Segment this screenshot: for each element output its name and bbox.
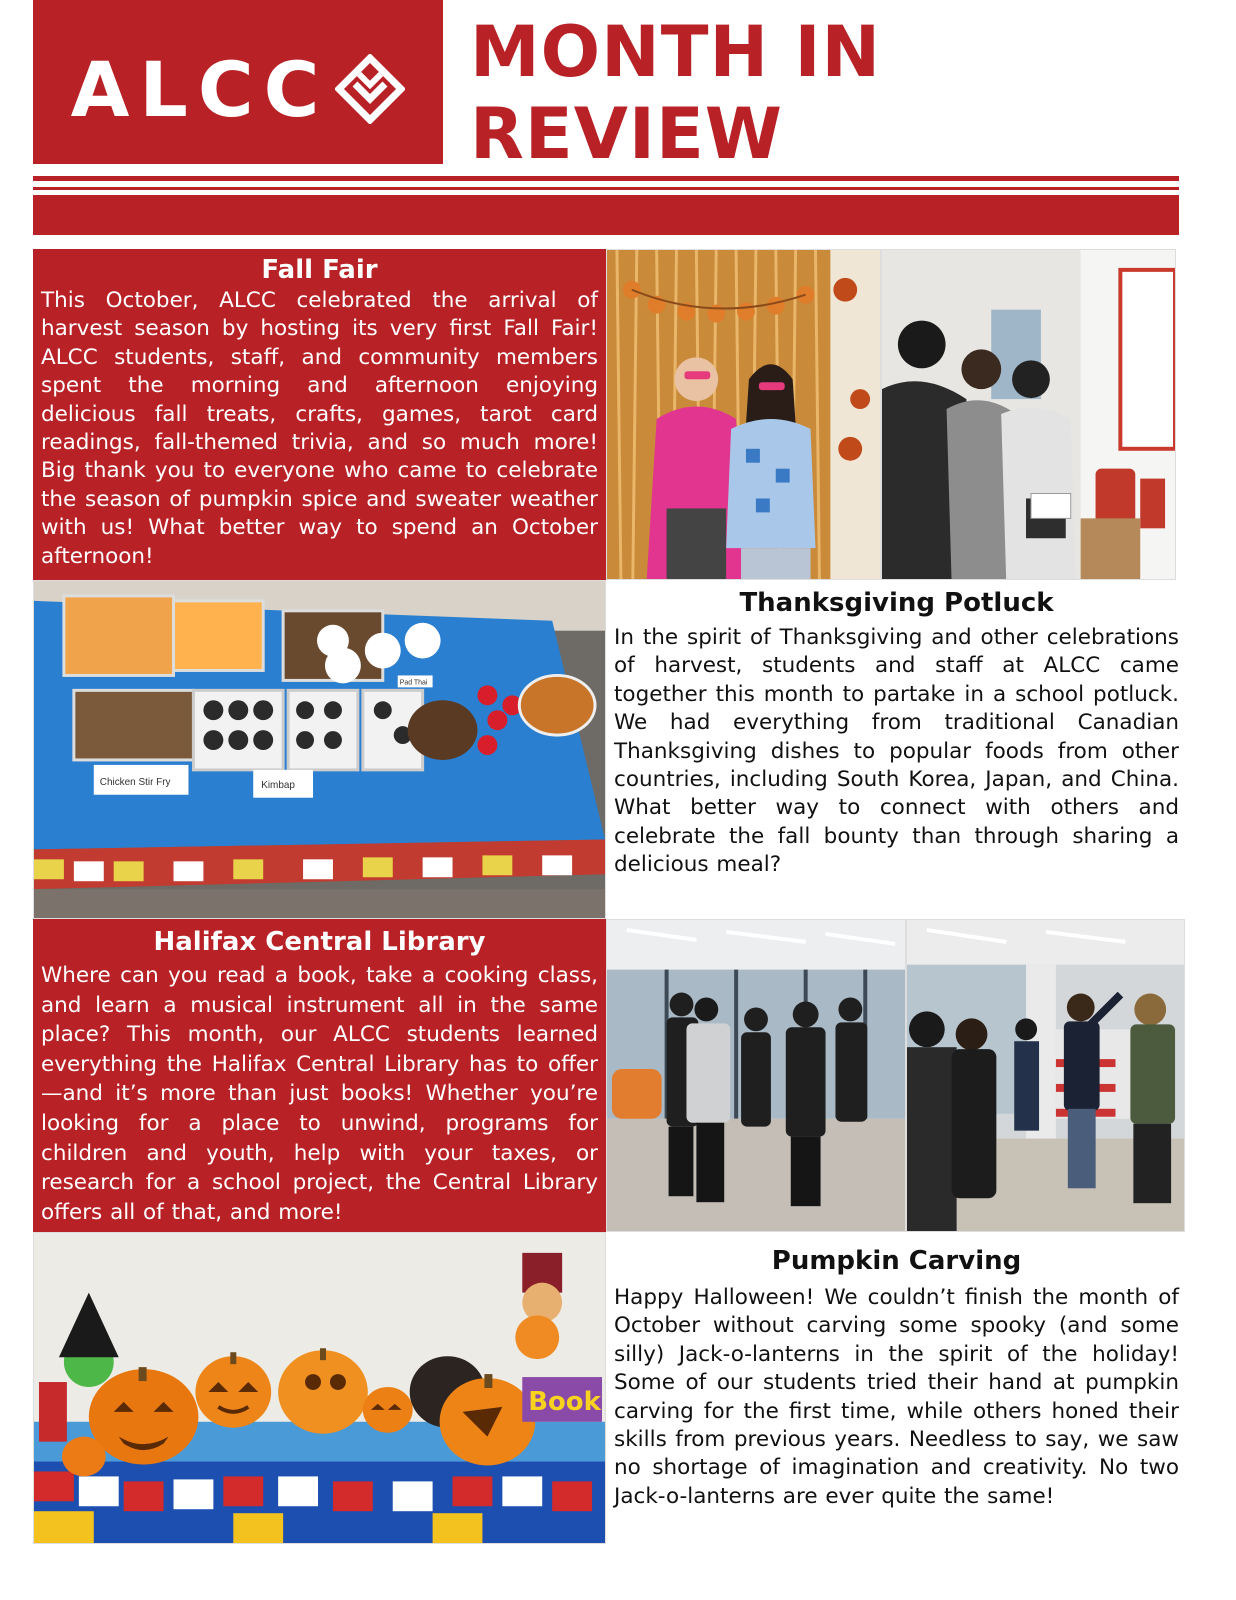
thanksgiving-section xyxy=(606,580,1187,919)
fall-fair-section xyxy=(33,249,606,580)
logo-wordmark: ALCC xyxy=(70,44,330,134)
section-title: Thanksgiving Potluck xyxy=(739,588,1054,618)
food-label-padthai: Pad Thai xyxy=(399,679,428,687)
food-label-kimbap: Kimbap xyxy=(261,779,295,791)
library-section xyxy=(33,919,606,1232)
pumpkin-section xyxy=(606,1232,1187,1544)
food-label-chicken: Chicken Stir Fry xyxy=(99,776,171,788)
library-photo-guide xyxy=(906,919,1185,1232)
pumpkin-photo-jack-o-lanterns xyxy=(33,1232,606,1544)
section-title: Pumpkin Carving xyxy=(771,1246,1022,1276)
page-title: MONTH IN REVIEW xyxy=(470,11,882,175)
chevron-logo-icon xyxy=(335,54,405,124)
section-body: Happy Halloween! We couldn’t finish the month of October without carving some spooky (and some silly) Jack-o-lanterns in the spirit of the holiday! Some of our students tried their hand at pumpkin carving for the first time, while others honed their skills from previous years. Needless to say, we saw no shortage of imagination and creativity. No two Jack-o-lanterns are ever quite the same! xyxy=(614,1285,1179,1509)
section-body: Where can you read a book, take a cooking class, and learn a musical instrument all in the same place? This month, our ALCC students learned everything the Halifax Central Library has to offer—and it’s more than just books! Whether you’re looking for a place to unwind, programs for children and youth, help with your taxes, or research for a school project, the Central Library offers all of that, and more! xyxy=(41,963,598,1225)
alcc-logo xyxy=(33,0,443,164)
section-body: In the spirit of Thanksgiving and other celebrations of harvest, students and staff at ALCC came together this month to partake in a school potluck. We had everything from traditional Canadian Thanksgiving dishes to popular foods from other countries, including South Korea, Japan, and China. What better way to connect with others and celebrate the fall bounty than through sharing a delicious meal? xyxy=(614,625,1179,878)
section-title: Halifax Central Library xyxy=(153,927,486,957)
header-rule xyxy=(33,176,1179,181)
section-title: Fall Fair xyxy=(261,255,378,285)
header-band xyxy=(33,195,1179,235)
library-photo-tour-group xyxy=(606,919,906,1232)
decor-book-sign: Book xyxy=(528,1386,601,1417)
header-rule xyxy=(33,187,1179,190)
fall-fair-photo-trivia xyxy=(881,249,1176,580)
section-body: This October, ALCC celebrated the arrival of harvest season by hosting its very first Fall Fair! ALCC students, staff, and community members spent the morning and afternoon enjoying delicious fall treats, crafts, games, tarot card readings, fall-themed trivia, and so much more! Big thank you to everyone who came to celebrate the season of pumpkin spice and sweater weather with us! What better way to spend an October afternoon! xyxy=(41,288,598,569)
fall-fair-photo-costumes xyxy=(606,249,881,580)
potluck-photo-food-table xyxy=(33,580,606,919)
